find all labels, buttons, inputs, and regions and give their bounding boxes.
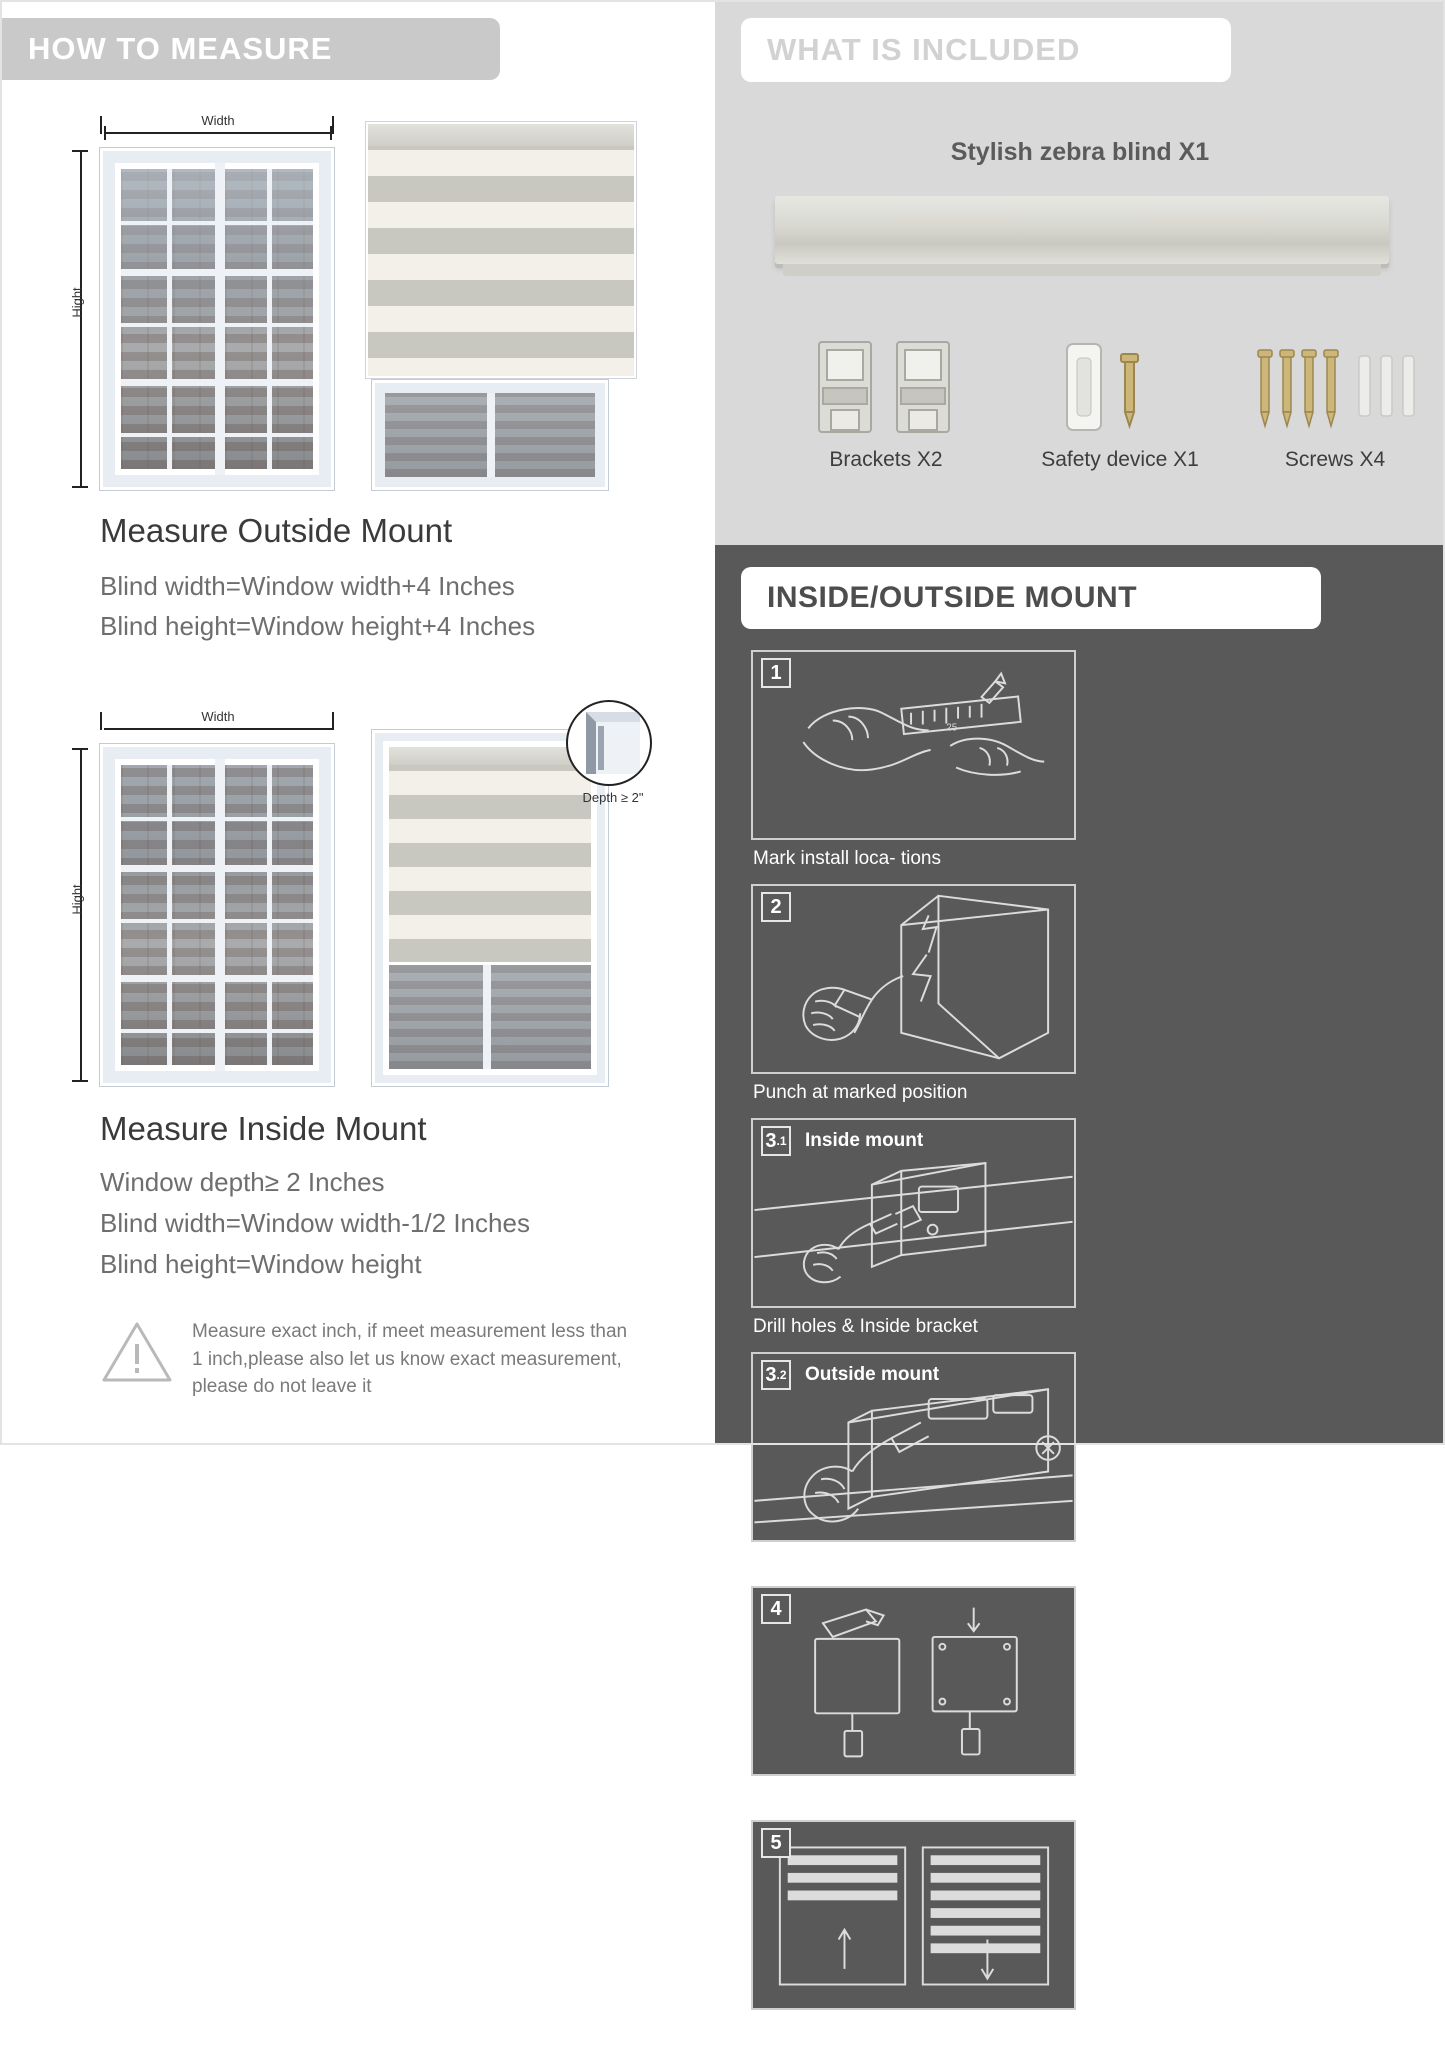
power-drill-icon <box>753 886 1074 1072</box>
step-2-number: 2 <box>761 892 791 922</box>
outside-width-guide-left <box>100 116 102 134</box>
step-3-2-caption: Drill holes & Inside bracket <box>753 1550 978 1571</box>
parts-row <box>715 330 1445 510</box>
part-safety-device <box>1005 330 1235 472</box>
inside-width-guide-right <box>332 712 334 730</box>
safety-device-label: Safety device X1 <box>1041 448 1199 471</box>
step-4 <box>751 1586 1076 1808</box>
step-3-2-number-text: 3 <box>765 1363 777 1386</box>
step-3-2-subtitle: Outside mount <box>805 1364 940 1385</box>
inside-height-label: Hight <box>69 884 85 915</box>
outside-window-frame <box>100 148 334 490</box>
inside-height-tick-bottom <box>72 1080 88 1082</box>
outside-lower-window <box>372 380 608 490</box>
step-3-2-box <box>751 1352 1076 1542</box>
outside-height-arrow <box>80 150 82 488</box>
outside-width-guide-right <box>332 116 334 134</box>
inside-height-arrow <box>80 748 82 1082</box>
install-blind-icon <box>753 1588 1074 1774</box>
step-2 <box>751 884 1076 1106</box>
screws-label: Screws X4 <box>1284 448 1386 471</box>
how-to-measure-title: HOW TO MEASURE <box>28 31 333 66</box>
how-to-measure-column <box>0 0 715 1445</box>
hand-ruler-pencil-icon <box>753 652 1074 838</box>
step-4-number: 4 <box>761 1594 791 1624</box>
step-2-box <box>751 884 1076 1074</box>
outside-mount-title: Measure Outside Mount <box>100 512 453 549</box>
step-3-1 <box>751 1118 1076 1340</box>
outside-mount-line-2: Blind height=Window height+4 Inches <box>100 611 536 641</box>
inside-mount-window <box>372 730 608 1086</box>
what-is-included-header <box>741 18 1231 82</box>
inside-width-guide-left <box>100 712 102 730</box>
how-to-measure-header <box>0 18 500 80</box>
inside-mount-line-1: Window depth≥ 2 Inches <box>100 1167 385 1197</box>
step-3-1-number <box>761 1126 791 1156</box>
part-brackets <box>771 330 1001 472</box>
brackets-label: Brackets X2 <box>829 448 943 471</box>
inside-height-tick-top <box>72 748 88 750</box>
inside-width-label: Width <box>201 709 235 724</box>
step-3-1-box <box>751 1118 1076 1308</box>
step-1 <box>751 650 1076 872</box>
measure-warning <box>100 1318 640 1401</box>
inside-window-frame <box>100 744 334 1086</box>
step-3-1-number-text: 3 <box>765 1129 777 1152</box>
step-1-box <box>751 650 1076 840</box>
warning-text: Measure exact inch, if meet measurement less than 1 inch,please also let us know exact measurement, please do not leave it <box>192 1321 628 1398</box>
zebra-blind-headrail-icon <box>775 196 1389 264</box>
step-3-2 <box>751 1352 1076 1574</box>
inside-width-arrow <box>104 728 332 730</box>
steps-grid <box>751 650 1411 2054</box>
step-1-number: 1 <box>761 658 791 688</box>
finished-blind-icon <box>753 1822 1074 2008</box>
step-1-caption: Mark install loca- tions <box>753 848 941 869</box>
inside-mount-line-3: Blind height=Window height <box>100 1249 422 1279</box>
inside-mount-line-2: Blind width=Window width-1/2 Inches <box>100 1208 530 1238</box>
step-5-box <box>751 1820 1076 2010</box>
outside-height-tick-top <box>72 150 88 152</box>
step-5-number: 5 <box>761 1828 791 1858</box>
warning-triangle-icon <box>100 1318 174 1391</box>
step-3-1-subnumber: .1 <box>776 1134 787 1148</box>
inside-mount-blind <box>389 747 591 962</box>
outside-mount-line-1: Blind width=Window width+4 Inches <box>100 571 515 601</box>
step-2-caption: Punch at marked position <box>753 1082 968 1103</box>
screw-icon <box>1235 330 1435 448</box>
part-screws <box>1235 330 1435 472</box>
step-4-caption: Install the blind <box>753 1784 880 1805</box>
outside-width-arrow <box>104 132 332 134</box>
outside-height-label: Hight <box>69 287 85 318</box>
step-3-2-number <box>761 1360 791 1390</box>
main-item-label: Stylish zebra blind X1 <box>950 138 1210 166</box>
step-5-caption: Finish <box>753 2018 804 2039</box>
inside-outside-mount-header <box>741 567 1321 629</box>
inside-mount-title: Measure Inside Mount <box>100 1110 427 1147</box>
step-4-box <box>751 1586 1076 1776</box>
outside-width-label: Width <box>201 113 235 128</box>
step-3-2-subnumber: .2 <box>776 1368 787 1382</box>
step-3-1-subtitle: Inside mount <box>805 1130 924 1151</box>
depth-label: Depth ≥ 2" <box>582 790 644 805</box>
what-is-included-title: WHAT IS INCLUDED <box>767 32 1081 67</box>
bracket-icon <box>771 330 1001 448</box>
step-5 <box>751 1820 1076 2042</box>
outside-height-tick-bottom <box>72 486 88 488</box>
what-is-included-panel <box>715 0 1445 545</box>
inside-outside-mount-title: INSIDE/OUTSIDE MOUNT <box>767 581 1138 614</box>
right-column <box>715 0 1445 2039</box>
depth-callout-circle <box>566 700 652 786</box>
svg-text:25: 25 <box>946 722 958 734</box>
inside-outside-mount-panel <box>715 545 1445 2039</box>
outside-mount-blind <box>366 122 636 378</box>
safety-device-icon <box>1005 330 1235 448</box>
outside-width-tick-left <box>104 126 106 140</box>
step-3-1-caption: Drill holes & Inside bracket <box>753 1316 978 1337</box>
